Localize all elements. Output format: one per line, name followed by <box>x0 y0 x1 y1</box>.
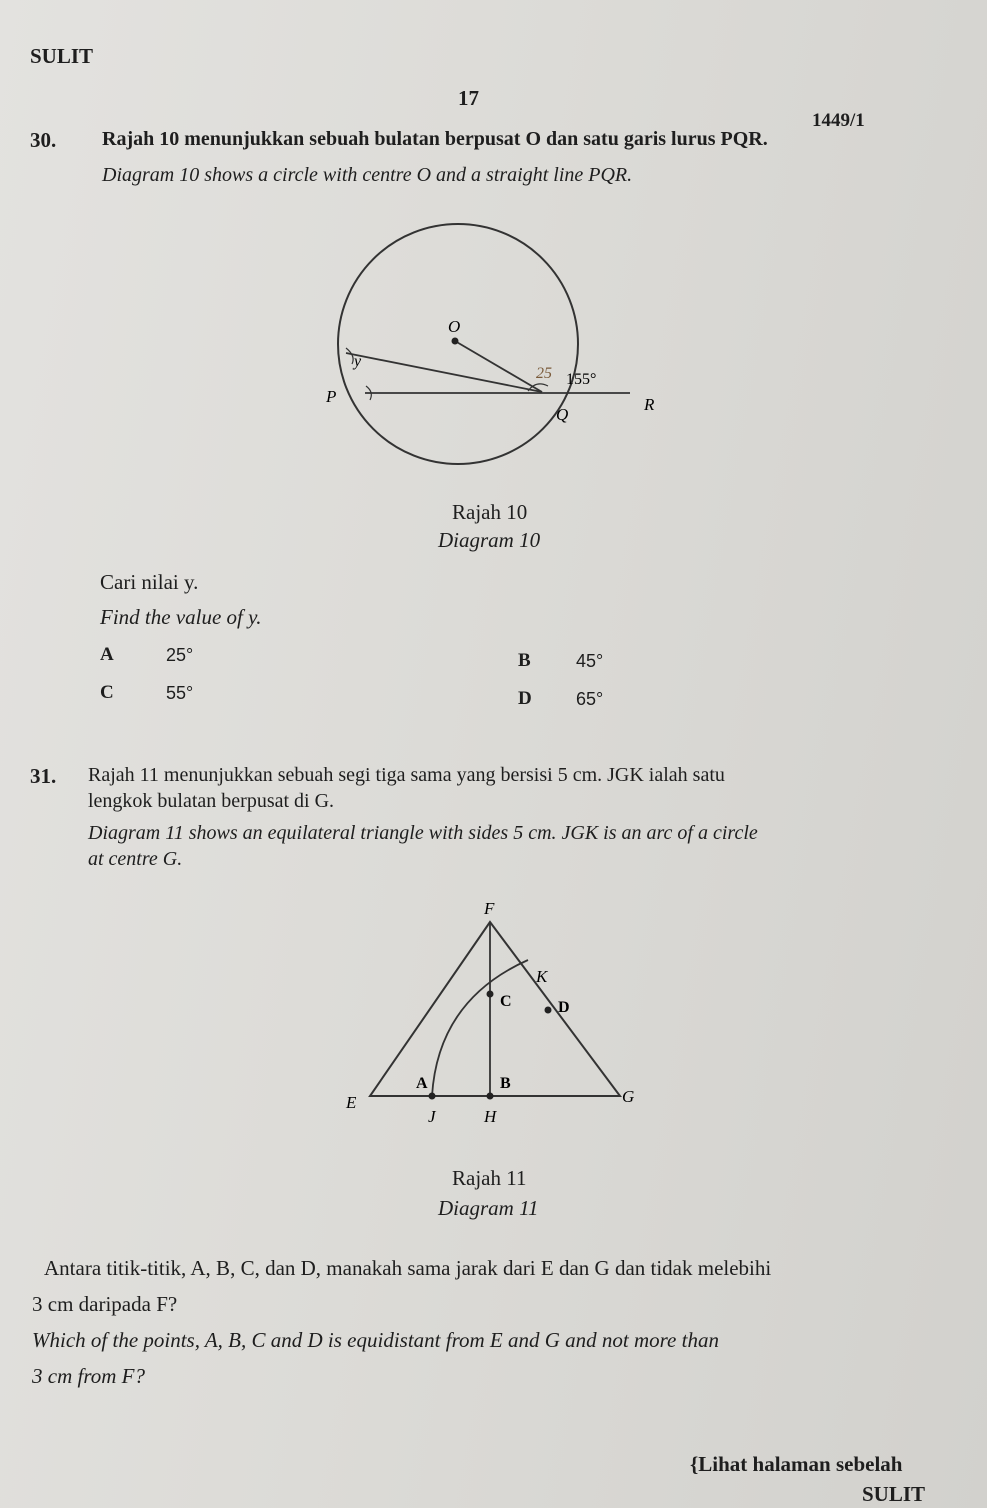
label-q: Q <box>556 405 569 424</box>
point-b <box>487 1093 494 1100</box>
label-p: P <box>326 387 337 406</box>
option-a-letter: A <box>100 644 114 665</box>
label-o: O <box>448 317 461 336</box>
label-c: C <box>500 993 512 1010</box>
label-d: D <box>558 999 570 1016</box>
label-h: H <box>484 1107 497 1126</box>
label-a: A <box>416 1075 428 1092</box>
q30-caption-ms: Rajah 10 <box>452 500 528 524</box>
q31-question-ms-2: 3 cm daripada F? <box>32 1292 178 1316</box>
diagram-11 <box>330 890 660 1140</box>
option-b-value: 45° <box>576 651 604 671</box>
point-d <box>545 1007 552 1014</box>
footer-sulit: SULIT <box>862 1482 926 1506</box>
q31-question-en-2: 3 cm from F? <box>32 1364 145 1388</box>
q31-text-ms-1: Rajah 11 menunjukkan sebuah segi tiga sama yang bersisi 5 cm. JGK ialah satu <box>88 764 725 786</box>
q31-question-en-1: Which of the points, A, B, C and D is equidistant from E and G and not more than <box>32 1328 719 1352</box>
label-e: E <box>346 1093 357 1112</box>
q31-caption-en: Diagram 11 <box>438 1196 539 1220</box>
option-c-value: 55° <box>166 683 194 703</box>
option-d-letter: D <box>518 688 532 709</box>
q30-prompt-en: Find the value of y. <box>100 605 262 629</box>
label-y: y <box>354 353 362 370</box>
q30-caption-en: Diagram 10 <box>438 528 541 552</box>
label-r: R <box>644 395 655 414</box>
q30-text-en: Diagram 10 shows a circle with centre O and a straight line PQR. <box>102 164 633 186</box>
q30-prompt-ms: Cari nilai y. <box>100 570 199 594</box>
q31-text-ms-2: lengkok bulatan berpusat di G. <box>88 790 335 812</box>
label-155: 155° <box>566 371 597 388</box>
label-j: J <box>428 1107 436 1126</box>
diagram-10 <box>310 220 690 480</box>
centre-o-point <box>452 338 459 345</box>
arc-jgk <box>432 960 528 1096</box>
point-a <box>429 1093 436 1100</box>
triangle-efg <box>370 922 620 1096</box>
point-c <box>487 991 494 998</box>
option-a-value: 25° <box>166 645 194 665</box>
footer-next-page: {Lihat halaman sebelah <box>690 1452 903 1476</box>
header-sulit: SULIT <box>30 44 94 68</box>
q31-text-en-2: at centre G. <box>88 848 183 870</box>
label-f: F <box>484 899 495 918</box>
handwritten-25: 25 <box>536 365 552 382</box>
option-d-value: 65° <box>576 689 604 709</box>
label-b: B <box>500 1075 511 1092</box>
chord-left-upper <box>346 353 542 392</box>
label-k: K <box>536 967 548 986</box>
page-number: 17 <box>458 86 479 110</box>
paper-code: 1449/1 <box>812 110 865 131</box>
circle <box>338 224 578 464</box>
radius-line <box>455 341 542 392</box>
label-g: G <box>622 1087 635 1106</box>
q31-question-ms-1: Antara titik-titik, A, B, C, dan D, manakah sama jarak dari E dan G dan tidak melebihi <box>44 1256 772 1280</box>
option-b-letter: B <box>518 650 531 671</box>
q31-caption-ms: Rajah 11 <box>452 1166 527 1190</box>
q30-text-ms: Rajah 10 menunjukkan sebuah bulatan berpusat O dan satu garis lurus PQR. <box>102 128 768 150</box>
q30-number: 30. <box>30 128 57 152</box>
angle-y-arc <box>346 348 353 364</box>
q31-text-en-1: Diagram 11 shows an equilateral triangle with sides 5 cm. JGK is an arc of a circle <box>88 822 758 844</box>
q31-number: 31. <box>30 764 57 788</box>
option-c-letter: C <box>100 682 114 703</box>
